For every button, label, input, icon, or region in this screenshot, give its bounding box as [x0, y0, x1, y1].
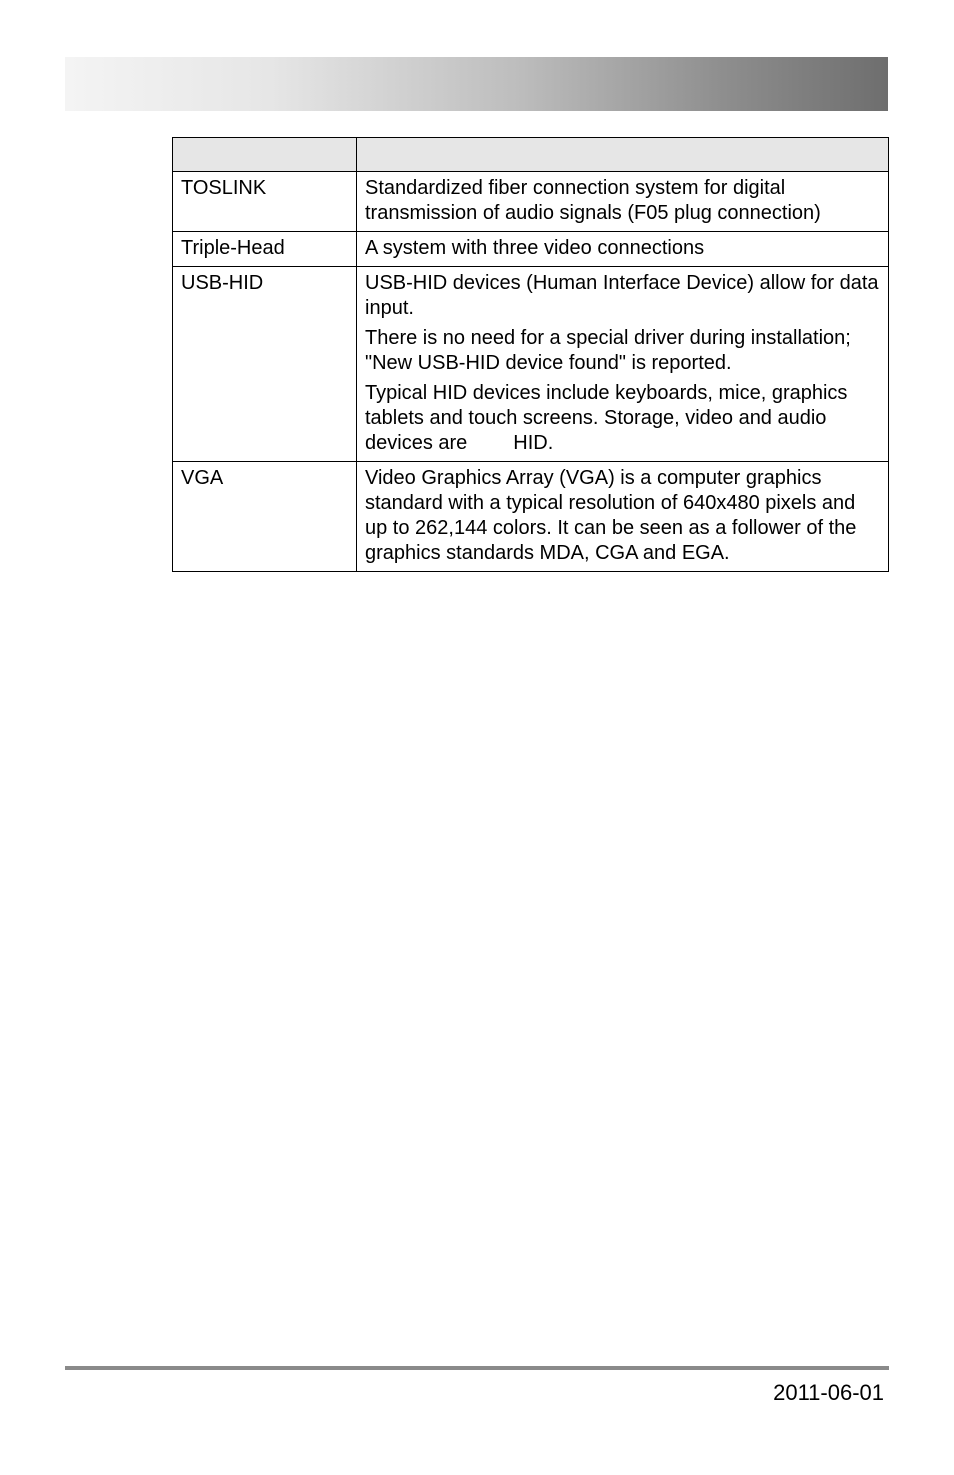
- description-cell: [357, 267, 889, 462]
- header-cell-term: [173, 138, 357, 172]
- term-cell: Triple-Head: [173, 232, 357, 267]
- description-text: A system with three video connections: [365, 237, 705, 259]
- description-cell: [357, 172, 889, 232]
- description-cell: [357, 232, 889, 267]
- description-text: There is no need for a special driver during installation; "New USB-HID device found" is reported.: [365, 327, 851, 374]
- description-fragment: Typical HID devices include keyboards, mice, graphics tablets and touch screens. Storage, video and audio devices are: [365, 382, 848, 454]
- description-fragment: HID.: [513, 432, 554, 454]
- term-cell: VGA: [173, 462, 357, 572]
- header-cell-description: [357, 138, 889, 172]
- glossary-table: [172, 137, 889, 572]
- term-cell: USB-HID: [173, 267, 357, 462]
- description-text: USB-HID devices (Human Interface Device) allow for data input.: [365, 272, 879, 319]
- description-text: Standardized fiber connection system for digital transmission of audio signals (F05 plug connection): [365, 177, 821, 224]
- term-cell: TOSLINK: [173, 172, 357, 232]
- footer-rule: [65, 1366, 889, 1370]
- table-row: [173, 172, 889, 232]
- table-header-row: [173, 138, 889, 172]
- header-band: [65, 57, 888, 111]
- table-row: [173, 267, 889, 462]
- description-text: [365, 381, 880, 456]
- footer-date: 2011-06-01: [773, 1380, 884, 1405]
- table-row: [173, 232, 889, 267]
- description-text: Video Graphics Array (VGA) is a computer graphics standard with a typical resolution of 640x480 pixels and up to 262,144 colors. It can be seen as a follower of the graphics standards MDA, CGA and EGA.: [365, 467, 857, 564]
- description-cell: [357, 462, 889, 572]
- table-row: [173, 462, 889, 572]
